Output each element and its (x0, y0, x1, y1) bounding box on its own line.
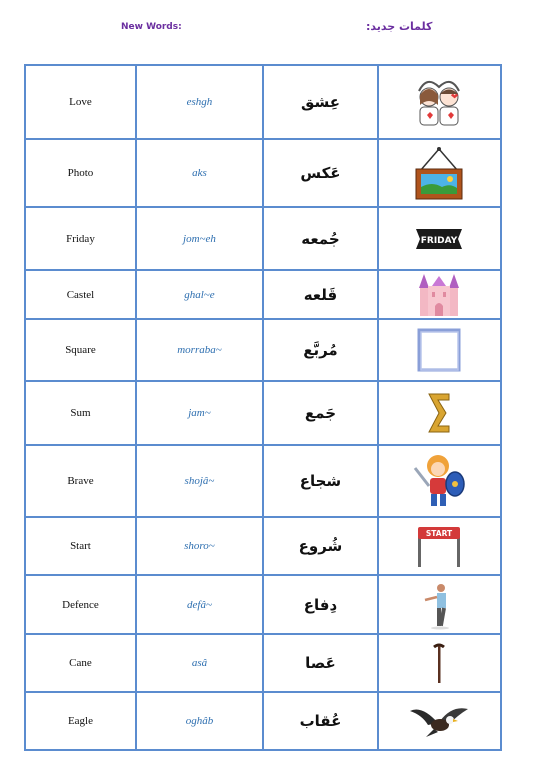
table-row (25, 445, 501, 517)
english-word: Photo (25, 139, 136, 207)
transliteration: ghal~e (136, 270, 263, 319)
transliteration: shojâ~ (136, 445, 263, 517)
table-row (25, 65, 501, 139)
transliteration: asâ (136, 634, 263, 692)
table-row (25, 207, 501, 270)
persian-word: عِشق (263, 65, 378, 139)
transliteration: oghâb (136, 692, 263, 750)
transliteration: jom~eh (136, 207, 263, 270)
table-row (25, 139, 501, 207)
persian-word: دِفاع (263, 575, 378, 634)
english-word: Cane (25, 634, 136, 692)
eagle-icon (408, 701, 470, 741)
persian-word: عَصا (263, 634, 378, 692)
table-row (25, 381, 501, 445)
transliteration: eshgh (136, 65, 263, 139)
vocabulary-table (24, 64, 502, 751)
transliteration: morraba~ (136, 319, 263, 381)
defending-man-icon (422, 580, 456, 630)
table-row (25, 634, 501, 692)
table-row (25, 692, 501, 750)
transliteration: shoro~ (136, 517, 263, 575)
persian-word: مُربَّع (263, 319, 378, 381)
transliteration: aks (136, 139, 263, 207)
picture-frame-icon (412, 145, 466, 201)
start-banner-icon (415, 523, 463, 569)
persian-word: عَکس (263, 139, 378, 207)
english-word: Brave (25, 445, 136, 517)
transliteration: defâ~ (136, 575, 263, 634)
persian-word: قَلعه (263, 270, 378, 319)
header-title-persian: کلمات جدید: (366, 20, 433, 33)
english-word: Friday (25, 207, 136, 270)
square-outline-icon (414, 325, 464, 375)
table-row (25, 575, 501, 634)
warrior-icon (411, 452, 467, 510)
english-word: Eagle (25, 692, 136, 750)
english-word: Love (25, 65, 136, 139)
table-row (25, 270, 501, 319)
english-word: Square (25, 319, 136, 381)
table-row (25, 517, 501, 575)
start-banner-text: START (426, 529, 453, 538)
friday-banner-text: FRIDAY (421, 235, 458, 246)
english-word: Start (25, 517, 136, 575)
couple-heart-icon (405, 77, 473, 127)
persian-word: جَمع (263, 381, 378, 445)
header-title-english: New Words: (121, 22, 182, 32)
sigma-icon (425, 390, 453, 436)
persian-word: عُقاب (263, 692, 378, 750)
english-word: Castel (25, 270, 136, 319)
persian-word: شجاع (263, 445, 378, 517)
walking-cane-icon (431, 642, 447, 684)
transliteration: jam~ (136, 381, 263, 445)
persian-word: شُروع (263, 517, 378, 575)
table-row (25, 319, 501, 381)
friday-banner-icon (414, 226, 464, 252)
english-word: Defence (25, 575, 136, 634)
castle-icon (416, 272, 462, 318)
persian-word: جُمعه (263, 207, 378, 270)
english-word: Sum (25, 381, 136, 445)
